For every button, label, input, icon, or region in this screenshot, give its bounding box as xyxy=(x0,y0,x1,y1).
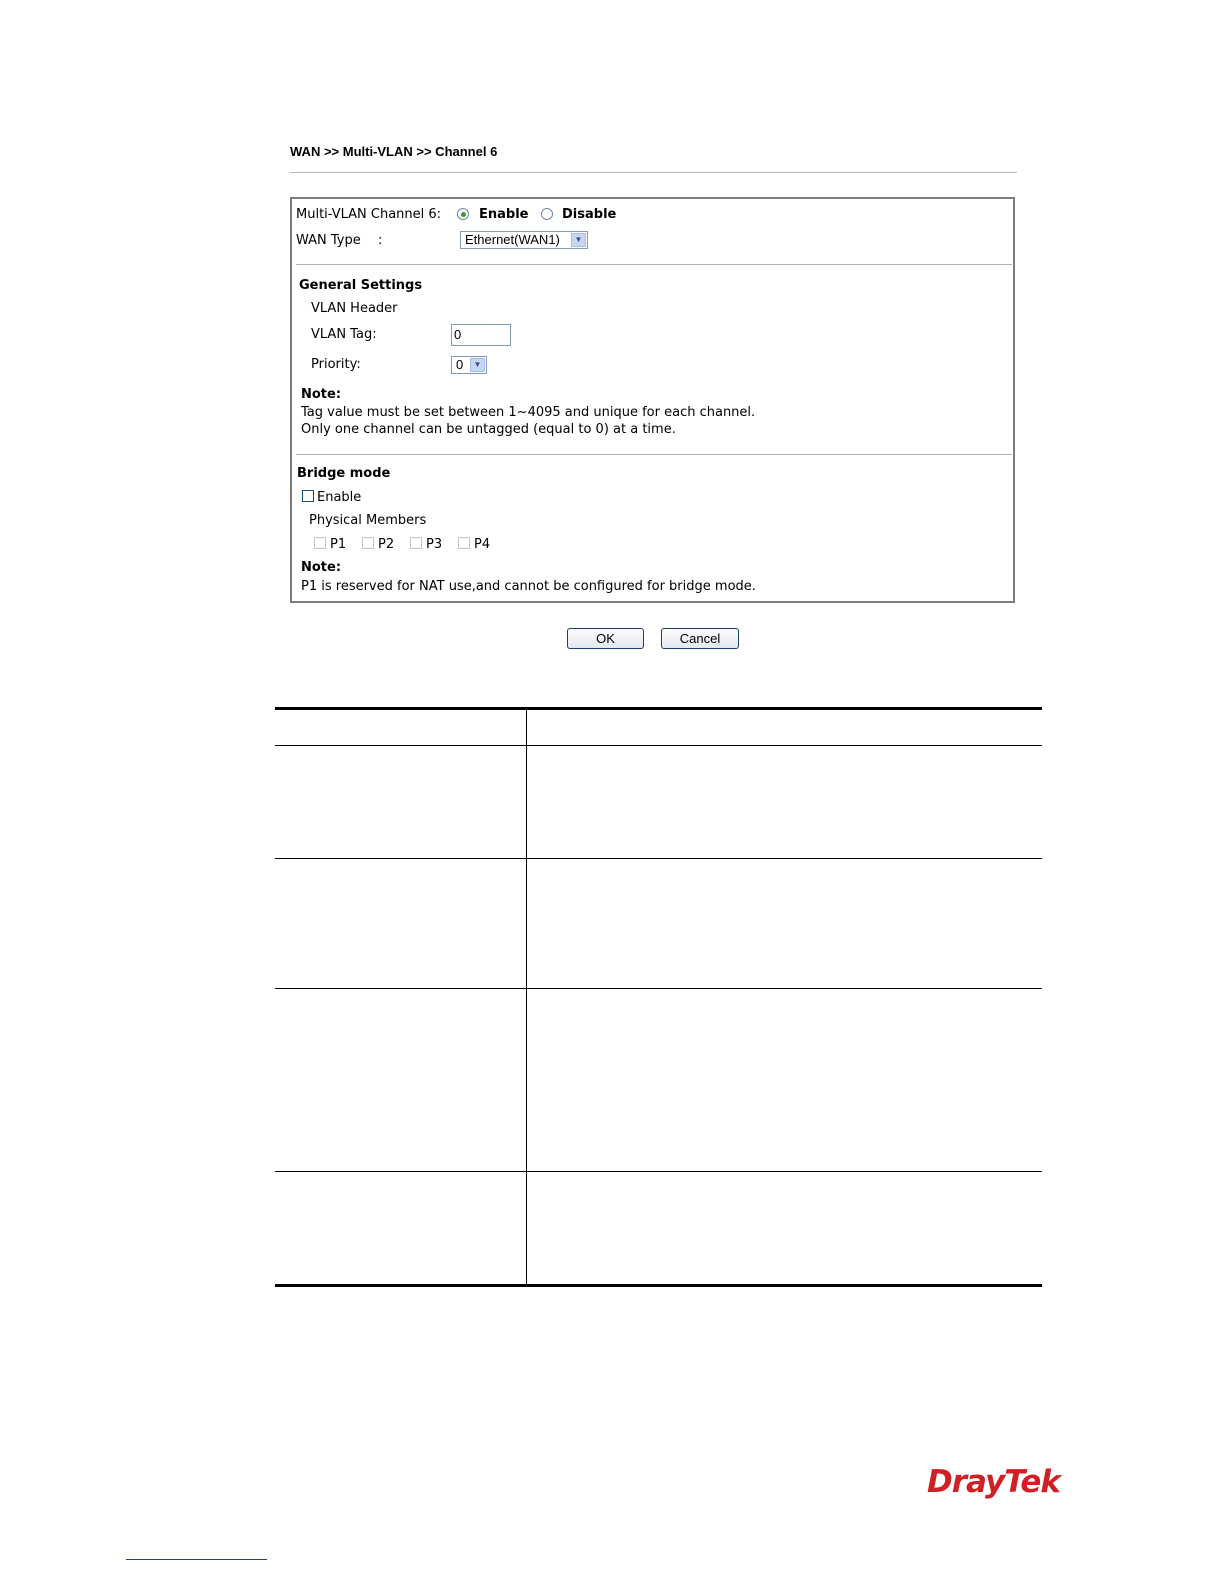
table-column-divider xyxy=(526,710,527,1284)
breadcrumb-divider xyxy=(290,172,1017,173)
section-divider xyxy=(296,264,1012,265)
port-p3-label: P3 xyxy=(426,537,443,552)
chevron-down-icon[interactable]: ▼ xyxy=(470,358,485,372)
table-header-rule xyxy=(275,745,1042,746)
general-note-line-2: Only one channel can be untagged (equal to 0) at a time. xyxy=(301,422,676,437)
general-note-title: Note: xyxy=(301,387,342,402)
table-bottom-rule xyxy=(275,1284,1042,1287)
vlan-tag-input[interactable]: 0 xyxy=(451,324,511,346)
wan-type-label: WAN Type xyxy=(296,233,361,248)
priority-label: Priority: xyxy=(311,357,361,372)
section-divider xyxy=(296,454,1012,455)
port-p1-checkbox[interactable] xyxy=(314,537,326,549)
cancel-button[interactable]: Cancel xyxy=(661,628,739,649)
bridge-enable-label[interactable]: Enable xyxy=(317,490,362,505)
table-row-rule xyxy=(275,858,1042,859)
vlan-tag-label: VLAN Tag: xyxy=(311,327,377,342)
port-p4-label: P4 xyxy=(474,537,491,552)
table-top-rule xyxy=(275,707,1042,710)
bridge-note-text: P1 is reserved for NAT use,and cannot be configured for bridge mode. xyxy=(301,579,756,594)
chevron-down-icon[interactable]: ▼ xyxy=(571,233,586,247)
bridge-note-title: Note: xyxy=(301,560,342,575)
wan-type-value: Ethernet(WAN1) xyxy=(465,232,560,247)
port-p1-label: P1 xyxy=(330,537,347,552)
wan-type-select[interactable] xyxy=(460,231,588,249)
enable-radio[interactable] xyxy=(457,208,469,220)
port-p2-checkbox[interactable] xyxy=(362,537,374,549)
channel-settings-panel xyxy=(290,197,1015,603)
general-note-line-1: Tag value must be set between 1~4095 and unique for each channel. xyxy=(301,405,756,420)
disable-radio-label[interactable]: Disable xyxy=(562,207,617,222)
physical-members-label: Physical Members xyxy=(309,513,427,528)
general-settings-title: General Settings xyxy=(299,278,423,293)
priority-select[interactable] xyxy=(451,356,487,374)
bridge-mode-title: Bridge mode xyxy=(297,466,391,481)
vlan-header-label: VLAN Header xyxy=(311,301,398,316)
priority-value: 0 xyxy=(456,357,464,372)
disable-radio[interactable] xyxy=(541,208,553,220)
bridge-enable-checkbox[interactable] xyxy=(302,490,314,502)
port-p2-label: P2 xyxy=(378,537,395,552)
ok-button[interactable]: OK xyxy=(567,628,644,649)
wan-type-colon: : xyxy=(378,233,383,248)
draytek-logo: DrayTek xyxy=(927,1464,1060,1500)
enable-radio-label[interactable]: Enable xyxy=(479,207,529,222)
breadcrumb: WAN >> Multi-VLAN >> Channel 6 xyxy=(290,144,498,159)
footer-link-line xyxy=(126,1559,267,1560)
channel-label: Multi-VLAN Channel 6: xyxy=(296,207,442,222)
table-row-rule xyxy=(275,1171,1042,1172)
port-p3-checkbox[interactable] xyxy=(410,537,422,549)
table-row-rule xyxy=(275,988,1042,989)
port-p4-checkbox[interactable] xyxy=(458,537,470,549)
